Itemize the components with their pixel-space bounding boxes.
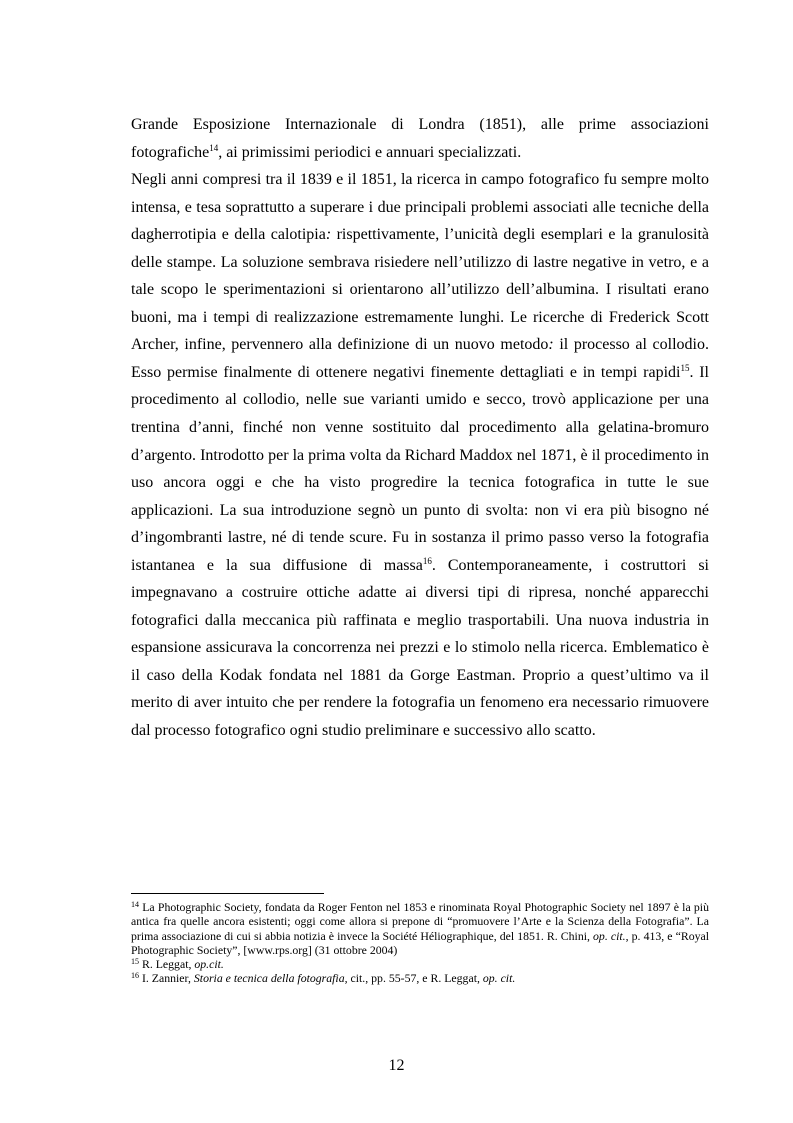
footnote-14 (131, 900, 709, 957)
paragraph-2-text-b: rispettivamente, l’unicità degli esemplari e la granulosità delle stampe. La soluzione sembrava risiedere nell’utilizzo di lastre negative in vetro, e a tale scopo le sperimentazioni si orientarono all’utilizzo dell’albumina. I risultati erano buoni, ma i tempi di realizzazione estremamente lunghi. Le ricerche di Frederick Scott Archer, infine, pervennero alla definizione di un nuovo metodo (131, 226, 709, 354)
paragraph-1-text-a: Grande Esposizione Internazionale di Londra (1851), alle prime associazioni fotografiche (131, 116, 709, 161)
footnotes (131, 900, 709, 986)
footnote-ref-16: 16 (422, 555, 432, 566)
footnote-14-text-a: La Photographic Society, fondata da Roger Fenton nel 1853 e rinominata Royal Photographic Society nel 1897 è la più antica fra quelle ancora esistenti; oggi come allora si prepone di “promuovere l’Arte e la Scienza della Fotografia”. La prima associazione di cui si abbia notizia è invece la Société Héliographique, del 1851. R. Chini, (131, 900, 709, 943)
footnote-15-text-a: R. Leggat, (139, 957, 195, 972)
footnote-ref-15: 15 (680, 362, 690, 373)
footnote-16-italic-a: Storia e tecnica della fotografia, (193, 971, 348, 986)
paragraph-2-colon-a: : (325, 226, 332, 244)
footnote-14-italic: op. cit. (593, 928, 626, 943)
paragraph-2-text-a: Negli anni compresi tra il 1839 e il 1851, la ricerca in campo fotografico fu sempre molto intensa, e tesa soprattutto a superare i due principali problemi associati alle tecniche della dagherrotipia e della calotipia (131, 171, 709, 244)
footnote-16-italic-b: op. cit. (482, 971, 516, 986)
page-number: 12 (388, 1057, 405, 1074)
footnote-16-number: 16 (131, 971, 139, 981)
paragraph-2-text-c: il processo al collodio. Esso permise finalmente di ottenere negativi finemente dettagliati e in tempi rapidi (131, 336, 709, 381)
footnote-separator (131, 893, 324, 894)
paragraph-2-colon-b: : (548, 336, 554, 354)
footnote-16 (131, 971, 709, 985)
paragraph-1 (131, 111, 709, 166)
footnote-14-number: 14 (131, 900, 139, 909)
paragraph-2 (131, 166, 709, 744)
footnote-16-text-a: I. Zannier, (139, 971, 194, 986)
footnote-16-text-b: cit., pp. 55-57, e R. Leggat, (347, 971, 483, 986)
footnote-15-italic: op.cit. (194, 957, 224, 972)
body-text (131, 111, 709, 745)
footnote-ref-14: 14 (209, 142, 219, 153)
paragraph-2-text-d: . Il procedimento al collodio, nelle sue varianti umido e secco, trovò applicazione per una trentina d’anni, finché non venne sostituito dal procedimento alla gelatina-bromuro d’argento. Introdotto per la prima volta da Richard Maddox nel 1871, è il procedimento in uso ancora oggi e che ha visto progredire la tecnica fotografica in tutte le sue applicazioni. La sua introduzione segnò un punto di svolta: non vi era più bisogno né d’ingombranti lastre, né di tende scure. Fu in sostanza il primo passo verso la fotografia istantanea e la sua diffusione di massa (131, 363, 710, 574)
paragraph-1-text-b: , ai primissimi periodici e annuari specializzati. (218, 143, 522, 161)
paragraph-2-text-e: . Contemporaneamente, i costruttori si impegnavano a costruire ottiche adatte ai diversi tipi di ripresa, nonché apparecchi fotografici dalla meccanica più raffinata e meglio trasportabili. Una nuova industria in espansione assicurava la concorrenza nei prezzi e lo stimolo nella ricerca. Emblematico è il caso della Kodak fondata nel 1881 da Gorge Eastman. Proprio a quest’ultimo va il merito di aver intuito che per rendere la fotografia un fenomeno era necessario rimuovere dal processo fotografico ogni studio preliminare e successivo allo scatto. (131, 556, 710, 740)
footnote-15 (131, 957, 709, 971)
footnote-15-number: 15 (131, 957, 139, 967)
footnote-14-text-b: , p. 413, e “Royal Photographic Society”, [www.rps.org] (31 ottobre 2004) (131, 928, 710, 957)
